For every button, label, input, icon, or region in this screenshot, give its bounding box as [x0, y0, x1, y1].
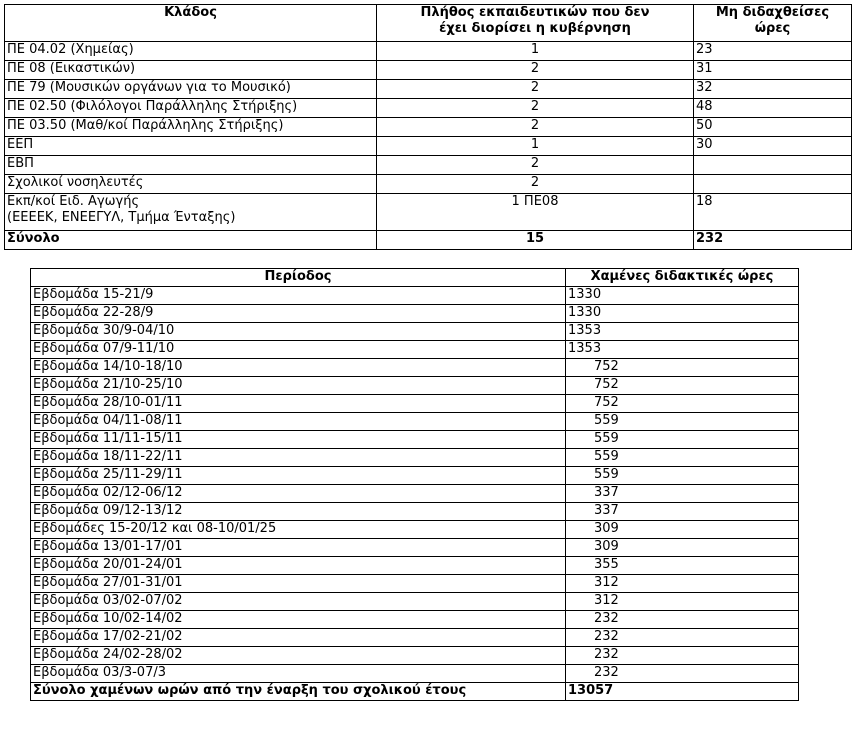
- lost-total-label: Σύνολο χαμένων ωρών από την έναρξη του σχολικού έτους: [31, 683, 566, 701]
- total-hours: 232: [694, 231, 852, 250]
- total-label: Σύνολο: [5, 231, 377, 250]
- table-row: [31, 593, 799, 611]
- lost-hours-table-body: [31, 287, 799, 683]
- period-cell: Εβδομάδα 09/12-13/12: [31, 503, 566, 521]
- header-lost-hours: Χαμένες διδακτικές ώρες: [566, 269, 799, 287]
- hours-cell: 48: [694, 99, 852, 118]
- table-row: [31, 305, 799, 323]
- table-row: [31, 341, 799, 359]
- klados-cell: ΠΕ 02.50 (Φιλόλογοι Παράλληλης Στήριξης): [5, 99, 377, 118]
- lost-hours-cell: 232: [566, 665, 799, 683]
- period-cell: Εβδομάδα 21/10-25/10: [31, 377, 566, 395]
- table-row: [31, 611, 799, 629]
- table-row: [31, 395, 799, 413]
- period-cell: Εβδομάδα 15-21/9: [31, 287, 566, 305]
- count-cell: 2: [377, 80, 694, 99]
- period-cell: Εβδομάδα 14/10-18/10: [31, 359, 566, 377]
- table-row: [31, 287, 799, 305]
- header-hours-line2: ώρες: [754, 21, 791, 36]
- period-cell: Εβδομάδα 18/11-22/11: [31, 449, 566, 467]
- table-row: [5, 156, 852, 175]
- table-row: [31, 359, 799, 377]
- header-period: Περίοδος: [31, 269, 566, 287]
- klados-cell: ΠΕ 04.02 (Χημείας): [5, 42, 377, 61]
- table-row: [5, 118, 852, 137]
- period-cell: Εβδομάδα 30/9-04/10: [31, 323, 566, 341]
- period-cell: Εβδομάδα 11/11-15/11: [31, 431, 566, 449]
- special-klados-line1: Εκπ/κοί Ειδ. Αγωγής: [7, 194, 140, 209]
- period-cell: Εβδομάδα 22-28/9: [31, 305, 566, 323]
- count-cell: 1: [377, 137, 694, 156]
- lost-hours-cell: 559: [566, 413, 799, 431]
- total-row: [31, 683, 799, 701]
- special-klados: [5, 194, 377, 231]
- lost-total-hours: 13057: [566, 683, 799, 701]
- period-cell: Εβδομάδα 02/12-06/12: [31, 485, 566, 503]
- period-cell: Εβδομάδα 25/11-29/11: [31, 467, 566, 485]
- special-count: 1 ΠΕ08: [377, 194, 694, 231]
- lost-hours-cell: 309: [566, 521, 799, 539]
- hours-cell: 50: [694, 118, 852, 137]
- count-cell: 1: [377, 42, 694, 61]
- lost-hours-cell: 309: [566, 539, 799, 557]
- hours-cell: [694, 156, 852, 175]
- table-row: [31, 449, 799, 467]
- table-row: [31, 647, 799, 665]
- table-row: [5, 42, 852, 61]
- period-cell: Εβδομάδα 20/01-24/01: [31, 557, 566, 575]
- table-header-row: [5, 5, 852, 42]
- table-row: [31, 323, 799, 341]
- table-header-row: [31, 269, 799, 287]
- header-count: [377, 5, 694, 42]
- table-row: [31, 557, 799, 575]
- period-cell: Εβδομάδα 24/02-28/02: [31, 647, 566, 665]
- lost-hours-cell: 232: [566, 629, 799, 647]
- lost-hours-cell: 559: [566, 431, 799, 449]
- lost-hours-cell: 355: [566, 557, 799, 575]
- hours-cell: 30: [694, 137, 852, 156]
- table-row: [5, 137, 852, 156]
- lost-hours-cell: 559: [566, 467, 799, 485]
- period-cell: Εβδομάδα 13/01-17/01: [31, 539, 566, 557]
- table-row: [31, 467, 799, 485]
- teachers-table-body: [5, 42, 852, 194]
- count-cell: 2: [377, 118, 694, 137]
- table-row: [31, 431, 799, 449]
- hours-cell: [694, 175, 852, 194]
- period-cell: Εβδομάδα 03/3-07/3: [31, 665, 566, 683]
- total-row: [5, 231, 852, 250]
- table-row: [5, 194, 852, 231]
- table-row: [5, 99, 852, 118]
- table-row: [31, 629, 799, 647]
- klados-cell: ΕΒΠ: [5, 156, 377, 175]
- teachers-table: [4, 4, 852, 250]
- lost-hours-cell: 752: [566, 359, 799, 377]
- lost-hours-cell: 337: [566, 485, 799, 503]
- header-klados: Κλάδος: [5, 5, 377, 42]
- klados-cell: ΠΕ 08 (Εικαστικών): [5, 61, 377, 80]
- table-row: [31, 503, 799, 521]
- table-row: [5, 80, 852, 99]
- period-cell: Εβδομάδα 27/01-31/01: [31, 575, 566, 593]
- table-row: [31, 575, 799, 593]
- period-cell: Εβδομάδες 15-20/12 και 08-10/01/25: [31, 521, 566, 539]
- total-count: 15: [377, 231, 694, 250]
- special-hours: 18: [694, 194, 852, 231]
- table-row: [5, 61, 852, 80]
- table-row: [31, 665, 799, 683]
- lost-hours-cell: 752: [566, 377, 799, 395]
- header-count-line2: έχει διορίσει η κυβέρνηση: [439, 21, 631, 36]
- klados-cell: ΠΕ 79 (Μουσικών οργάνων για το Μουσικό): [5, 80, 377, 99]
- header-hours-line1: Μη διδαχθείσες: [715, 5, 830, 20]
- table-row: [31, 377, 799, 395]
- klados-cell: ΠΕ 03.50 (Μαθ/κοί Παράλληλης Στήριξης): [5, 118, 377, 137]
- table-row: [31, 413, 799, 431]
- period-cell: Εβδομάδα 10/02-14/02: [31, 611, 566, 629]
- lost-hours-cell: 337: [566, 503, 799, 521]
- header-hours: [694, 5, 852, 42]
- count-cell: 2: [377, 175, 694, 194]
- lost-hours-cell: 1330: [566, 305, 799, 323]
- klados-cell: Σχολικοί νοσηλευτές: [5, 175, 377, 194]
- table-row: [31, 539, 799, 557]
- lost-hours-cell: 312: [566, 575, 799, 593]
- period-cell: Εβδομάδα 28/10-01/11: [31, 395, 566, 413]
- period-cell: Εβδομάδα 07/9-11/10: [31, 341, 566, 359]
- lost-hours-cell: 559: [566, 449, 799, 467]
- hours-cell: 31: [694, 61, 852, 80]
- lost-hours-cell: 1353: [566, 323, 799, 341]
- table-row: [31, 521, 799, 539]
- count-cell: 2: [377, 99, 694, 118]
- table-row: [5, 175, 852, 194]
- lost-hours-table: [30, 268, 799, 701]
- lost-hours-cell: 232: [566, 611, 799, 629]
- lost-hours-cell: 1330: [566, 287, 799, 305]
- lost-hours-cell: 312: [566, 593, 799, 611]
- lost-hours-cell: 232: [566, 647, 799, 665]
- lost-hours-cell: 1353: [566, 341, 799, 359]
- period-cell: Εβδομάδα 03/02-07/02: [31, 593, 566, 611]
- table-row: [31, 485, 799, 503]
- hours-cell: 23: [694, 42, 852, 61]
- lost-hours-cell: 752: [566, 395, 799, 413]
- hours-cell: 32: [694, 80, 852, 99]
- count-cell: 2: [377, 156, 694, 175]
- header-count-line1: Πλήθος εκπαιδευτικών που δεν: [420, 5, 650, 20]
- period-cell: Εβδομάδα 04/11-08/11: [31, 413, 566, 431]
- period-cell: Εβδομάδα 17/02-21/02: [31, 629, 566, 647]
- count-cell: 2: [377, 61, 694, 80]
- klados-cell: ΕΕΠ: [5, 137, 377, 156]
- special-klados-line2: (ΕΕΕΕΚ, ΕΝΕΕΓΥΛ, Τμήμα Ένταξης): [7, 210, 236, 225]
